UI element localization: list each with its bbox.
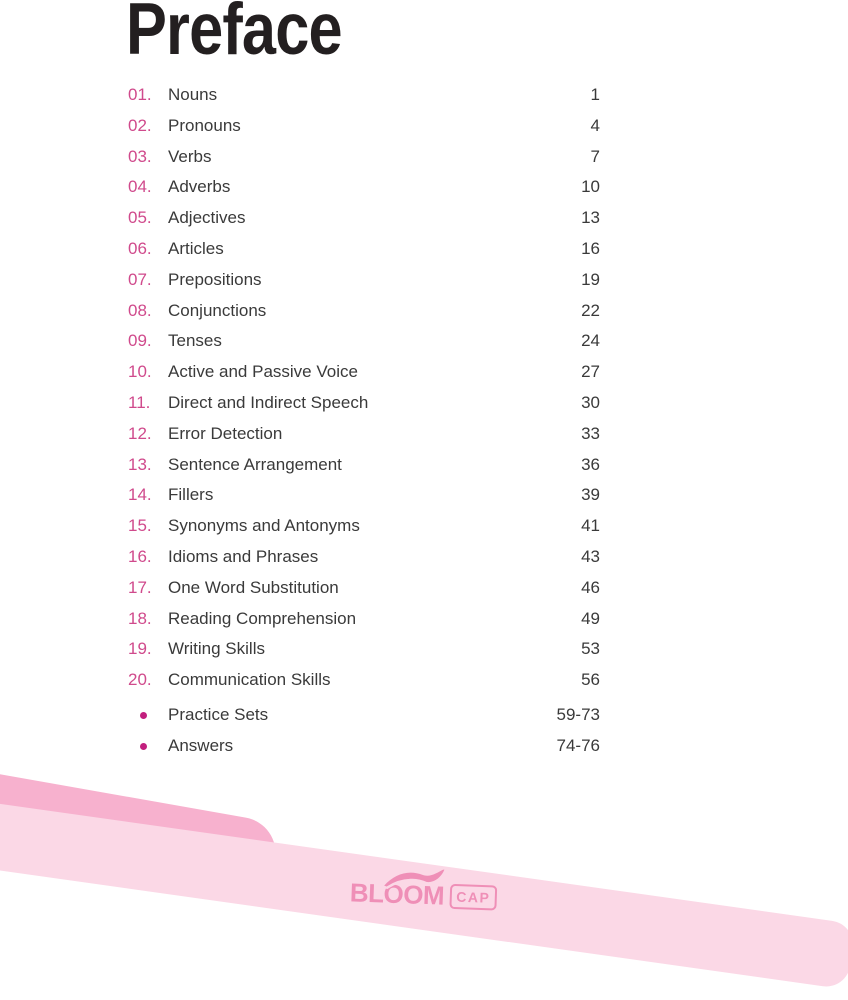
chapter-number: 08. <box>128 300 152 320</box>
chapter-title: Verbs <box>168 146 212 166</box>
bullet-icon <box>140 712 147 719</box>
chapter-title: Synonyms and Antonyms <box>168 516 360 536</box>
toc-extra-row <box>128 736 600 767</box>
cap-badge-label: CAP <box>456 888 491 906</box>
bullet-icon <box>140 743 147 750</box>
extras-list <box>128 705 600 767</box>
toc-row <box>128 455 600 486</box>
chapter-page-number: 36 <box>581 454 600 474</box>
chapter-number: 19. <box>128 639 152 659</box>
chapter-number: 05. <box>128 208 152 228</box>
chapter-title: Direct and Indirect Speech <box>168 392 369 412</box>
brand-wordmark: BLOOM <box>349 877 445 911</box>
chapter-title: Reading Comprehension <box>168 608 357 628</box>
chapter-page-number: 30 <box>581 392 600 412</box>
chapter-page-number: 56 <box>581 670 600 690</box>
toc-row <box>128 270 600 301</box>
chapter-number: 03. <box>128 146 152 166</box>
chapter-number: 15. <box>128 516 152 536</box>
chapter-page-number: 16 <box>581 238 600 258</box>
chapter-number: 04. <box>128 177 152 197</box>
chapter-title: Error Detection <box>168 423 283 443</box>
chapter-title: Nouns <box>168 85 218 104</box>
toc-row <box>128 485 600 516</box>
chapter-title: Writing Skills <box>168 639 265 659</box>
toc-row <box>128 177 600 208</box>
chapter-title: Pronouns <box>168 115 241 135</box>
chapter-page-number: 10 <box>581 177 600 197</box>
chapter-title: Articles <box>168 238 224 258</box>
toc-row <box>128 208 600 239</box>
chapter-number: 09. <box>128 331 152 351</box>
chapter-title: Idioms and Phrases <box>168 546 319 566</box>
extra-page-range: 59-73 <box>556 704 600 724</box>
chapter-title: Prepositions <box>168 269 262 289</box>
bloomcap-logo <box>349 866 500 915</box>
chapter-number: 07. <box>128 269 152 289</box>
bullet-cell <box>128 736 168 756</box>
chapter-number: 13. <box>128 454 152 474</box>
chapter-title: Conjunctions <box>168 300 267 320</box>
chapter-title: Active and Passive Voice <box>168 362 358 382</box>
chapter-title: Fillers <box>168 485 214 505</box>
chapter-number: 11. <box>128 392 151 412</box>
toc-row <box>128 516 600 547</box>
extra-page-range: 74-76 <box>556 735 600 755</box>
toc-row <box>128 239 600 270</box>
chapter-page-number: 33 <box>581 423 600 443</box>
chapter-title: Communication Skills <box>168 670 331 690</box>
chapter-number: 16. <box>128 546 152 566</box>
bullet-cell <box>128 705 168 725</box>
chapter-number: 12. <box>128 423 152 443</box>
extra-title: Practice Sets <box>168 704 269 724</box>
toc-row <box>128 301 600 332</box>
toc-row <box>128 639 600 670</box>
toc-row <box>128 362 600 393</box>
chapter-number: 17. <box>128 577 152 597</box>
chapter-page-number: 46 <box>581 577 600 597</box>
toc-row <box>128 424 600 455</box>
chapter-title: Sentence Arrangement <box>168 454 342 474</box>
chapter-number: 20. <box>128 670 152 690</box>
chapter-page-number: 27 <box>581 362 600 382</box>
chapter-page-number: 19 <box>581 269 600 289</box>
chapter-number: 02. <box>128 115 152 135</box>
chapter-page-number: 13 <box>581 208 600 228</box>
chapter-title: Adverbs <box>168 177 231 197</box>
chapter-list <box>128 85 600 701</box>
chapter-page-number: 43 <box>581 546 600 566</box>
chapter-page-number: 4 <box>590 115 600 135</box>
extra-title: Answers <box>168 735 234 755</box>
chapter-title: One Word Substitution <box>168 577 339 597</box>
page-title: Preface <box>126 0 342 70</box>
chapter-page-number: 1 <box>590 85 600 104</box>
chapter-page-number: 22 <box>581 300 600 320</box>
chapter-number: 10. <box>128 362 152 382</box>
chapter-number: 18. <box>128 608 152 628</box>
toc-row <box>128 331 600 362</box>
chapter-page-number: 41 <box>581 516 600 536</box>
toc-row <box>128 609 600 640</box>
chapter-title: Adjectives <box>168 208 246 228</box>
chapter-number: 01. <box>128 85 152 104</box>
toc-row <box>128 85 600 116</box>
toc-row <box>128 670 600 701</box>
chapter-number: 14. <box>128 485 152 505</box>
table-of-contents <box>128 85 600 767</box>
chapter-number: 06. <box>128 238 152 258</box>
chapter-page-number: 39 <box>581 485 600 505</box>
toc-row <box>128 578 600 609</box>
toc-extra-row <box>128 705 600 736</box>
toc-row <box>128 547 600 578</box>
chapter-page-number: 24 <box>581 331 600 351</box>
toc-row <box>128 116 600 147</box>
toc-row <box>128 393 600 424</box>
chapter-page-number: 53 <box>581 639 600 659</box>
chapter-page-number: 7 <box>590 146 600 166</box>
chapter-page-number: 49 <box>581 608 600 628</box>
toc-row <box>128 147 600 178</box>
chapter-title: Tenses <box>168 331 222 351</box>
bloomcap-logo-graphic <box>349 866 500 915</box>
